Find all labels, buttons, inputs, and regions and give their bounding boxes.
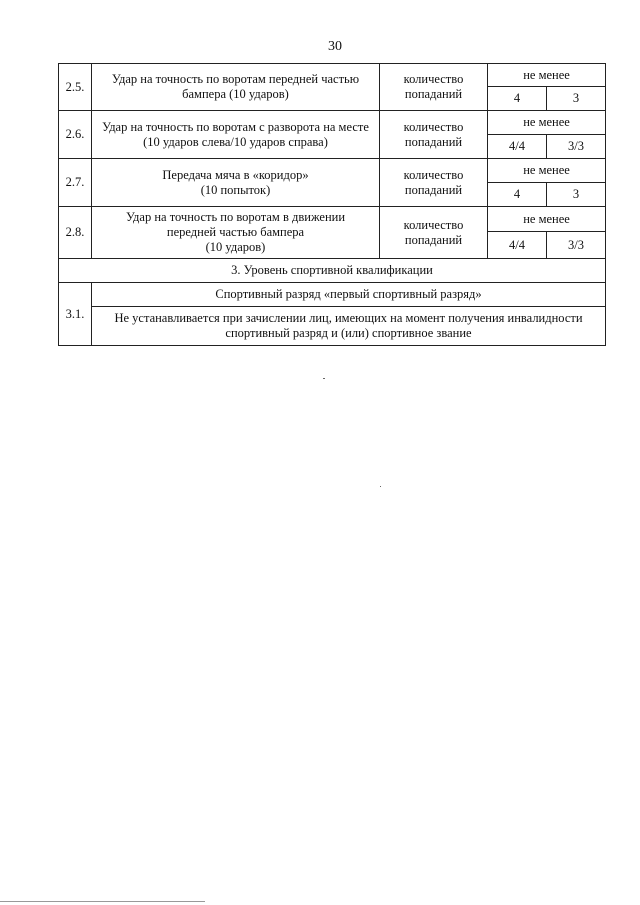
- unit-cell: количество попаданий: [380, 207, 488, 259]
- exercise-name: Удар на точность по воротам с разворота на месте (10 ударов слева/10 ударов справа): [92, 111, 380, 159]
- exercise-name: Удар на точность по воротам в движении передней частью бампера (10 ударов): [92, 207, 380, 259]
- row-number: 2.6.: [59, 111, 92, 159]
- row-number: 2.7.: [59, 159, 92, 207]
- exercise-name: Удар на точность по воротам передней частью бампера (10 ударов): [92, 64, 380, 111]
- unit-cell: количество попаданий: [380, 111, 488, 159]
- exercise-name: Передача мяча в «коридор» (10 попыток): [92, 159, 380, 207]
- value-cell: 3: [547, 87, 606, 111]
- value-cell: 3/3: [547, 232, 606, 259]
- scan-speck: [380, 486, 381, 487]
- min-header: не менее: [488, 207, 606, 232]
- value-cell: 3/3: [547, 135, 606, 159]
- table-row: [59, 159, 606, 183]
- value-cell: 4: [488, 87, 547, 111]
- table-row: [59, 307, 606, 346]
- unit-cell: количество попаданий: [380, 159, 488, 207]
- table-row: [59, 207, 606, 232]
- table-row: [59, 64, 606, 87]
- scan-bottom-line: [0, 901, 205, 902]
- table-row: [59, 259, 606, 283]
- table-row: [59, 283, 606, 307]
- min-header: не менее: [488, 159, 606, 183]
- min-header: не менее: [488, 64, 606, 87]
- row-number: 3.1.: [59, 283, 92, 346]
- page-number: 30: [328, 39, 342, 54]
- table-row: [59, 111, 606, 135]
- norms-table: [58, 63, 606, 346]
- value-cell: 4/4: [488, 135, 547, 159]
- value-cell: 3: [547, 183, 606, 207]
- row-number: 2.5.: [59, 64, 92, 111]
- section-title: 3. Уровень спортивной квалификации: [59, 259, 606, 283]
- scan-speck: [323, 378, 325, 379]
- unit-cell: количество попаданий: [380, 64, 488, 111]
- qualification-note: Не устанавливается при зачислении лиц, имеющих на момент получения инвалидности спортивный разряд и (или) спортивное звание: [92, 307, 606, 346]
- value-cell: 4/4: [488, 232, 547, 259]
- min-header: не менее: [488, 111, 606, 135]
- row-number: 2.8.: [59, 207, 92, 259]
- sport-category: Спортивный разряд «первый спортивный разряд»: [92, 283, 606, 307]
- value-cell: 4: [488, 183, 547, 207]
